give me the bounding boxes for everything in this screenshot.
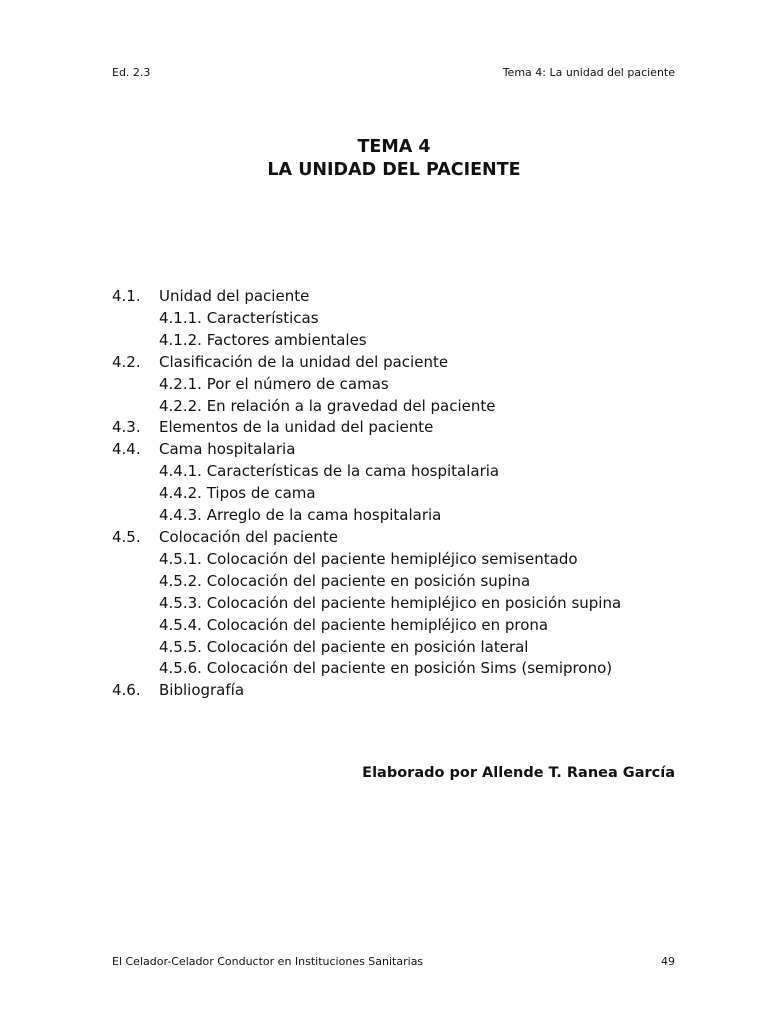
toc-subitem bbox=[112, 658, 682, 680]
toc-label: 4.4.2. Tipos de cama bbox=[159, 484, 316, 503]
toc-label: 4.1.1. Características bbox=[159, 308, 319, 327]
toc-label: 4.5.5. Colocación del paciente en posición lateral bbox=[159, 637, 529, 656]
toc-subitem bbox=[112, 637, 682, 659]
toc-subitem bbox=[112, 571, 682, 593]
chapter-running-title: Tema 4: La unidad del paciente bbox=[502, 66, 675, 79]
toc-label: 4.2.2. En relación a la gravedad del paciente bbox=[159, 396, 496, 415]
author-credit: Elaborado por Allende T. Ranea García bbox=[362, 765, 675, 781]
toc-label: Clasificación de la unidad del paciente bbox=[159, 352, 449, 371]
toc-label: Bibliografía bbox=[159, 681, 245, 700]
page-title bbox=[0, 136, 768, 182]
toc-item bbox=[112, 352, 682, 374]
toc-label: 4.2.1. Por el número de camas bbox=[159, 374, 389, 393]
toc-label: Unidad del paciente bbox=[159, 287, 310, 305]
table-of-contents bbox=[112, 286, 682, 702]
toc-number: 4.6. bbox=[112, 681, 141, 700]
toc-label: Colocación del paciente bbox=[159, 527, 338, 546]
toc-item bbox=[112, 417, 682, 439]
running-footer bbox=[112, 955, 675, 968]
toc-label: 4.5.1. Colocación del paciente hemipléjico semisentado bbox=[159, 549, 578, 568]
edition-label: Ed. 2.3 bbox=[112, 66, 151, 79]
toc-label: Elementos de la unidad del paciente bbox=[159, 418, 434, 437]
toc-label: 4.1.2. Factores ambientales bbox=[159, 330, 367, 349]
toc-subitem bbox=[112, 549, 682, 571]
toc-item bbox=[112, 286, 682, 308]
toc-label: 4.4.1. Características de la cama hospitalaria bbox=[159, 462, 500, 481]
toc-number: 4.2. bbox=[112, 352, 141, 371]
toc-subitem bbox=[112, 615, 682, 637]
toc-subitem bbox=[112, 593, 682, 615]
toc-number: 4.1. bbox=[112, 287, 141, 305]
toc-label: 4.5.4. Colocación del paciente hemipléjico en prona bbox=[159, 615, 549, 634]
toc-subitem bbox=[112, 330, 682, 352]
toc-number: 4.5. bbox=[112, 527, 141, 546]
toc-label: 4.4.3. Arreglo de la cama hospitalaria bbox=[159, 506, 442, 525]
toc-subitem bbox=[112, 505, 682, 527]
toc-subitem bbox=[112, 483, 682, 505]
toc-number: 4.3. bbox=[112, 418, 141, 437]
chapter-name-title: LA UNIDAD DEL PACIENTE bbox=[267, 160, 521, 180]
toc-item bbox=[112, 527, 682, 549]
toc-subitem bbox=[112, 396, 682, 418]
running-header bbox=[112, 66, 675, 79]
toc-label: 4.5.2. Colocación del paciente en posición supina bbox=[159, 571, 531, 590]
toc-number: 4.4. bbox=[112, 440, 141, 459]
toc-subitem bbox=[112, 308, 682, 330]
chapter-number-title: TEMA 4 bbox=[357, 137, 431, 157]
toc-label: Cama hospitalaria bbox=[159, 440, 296, 459]
toc-label: 4.5.3. Colocación del paciente hemipléjico en posición supina bbox=[159, 593, 622, 612]
book-title: El Celador-Celador Conductor en Instituciones Sanitarias bbox=[112, 955, 424, 968]
page-number: 49 bbox=[661, 955, 675, 968]
toc-label: 4.5.6. Colocación del paciente en posición Sims (semiprono) bbox=[159, 659, 613, 678]
toc-subitem bbox=[112, 461, 682, 483]
toc-item bbox=[112, 680, 682, 702]
toc-item bbox=[112, 439, 682, 461]
toc-subitem bbox=[112, 374, 682, 396]
